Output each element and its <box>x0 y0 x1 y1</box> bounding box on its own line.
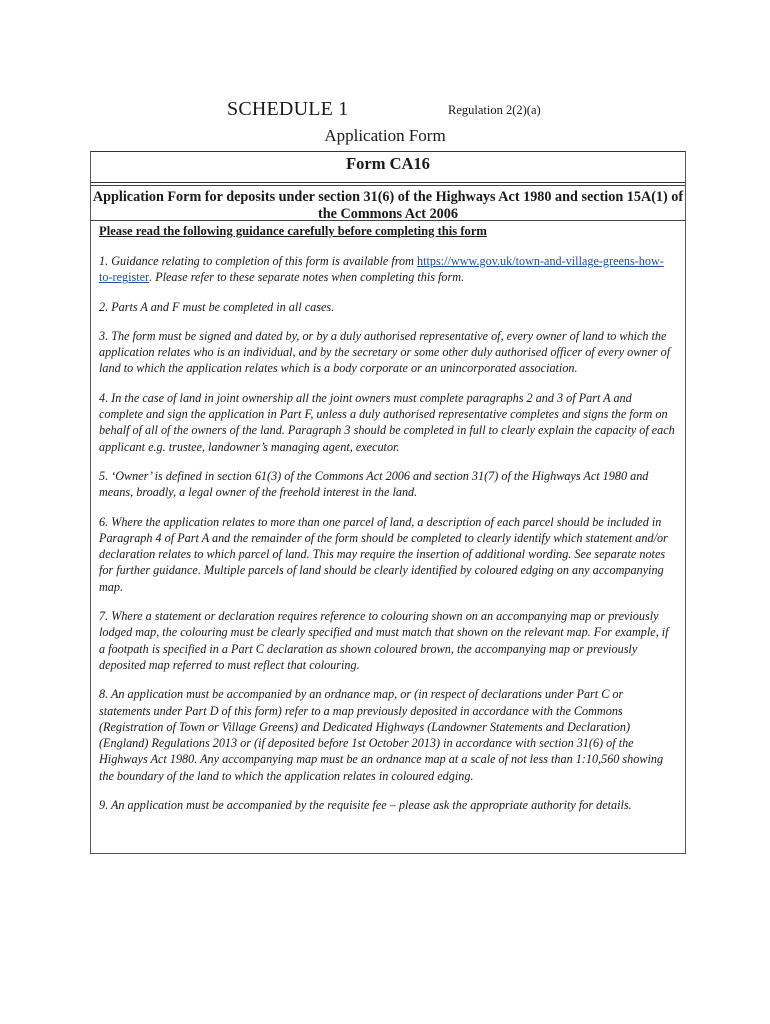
guidance-item-8: 8. An application must be accompanied by an ordnance map, or (in respect of declarations under Part C or statements under Part D of this form) refer to a map previously deposited in accordance with the Commons (Registration of Town or Village Greens) and Dedicated Highways (Landowner Statements and Declaration) (England) Regulations 2013 or (if deposited before 1st October 2013) in accordance with section 31(6) of the Highways Act 1980. Any accompanying map must be an ordnance map at a scale of not less than 1:10,560 showing the boundary of the land to which the application relates in coloured edging. <box>99 687 664 783</box>
schedule-header <box>0 98 770 124</box>
guidance-item-1 <box>99 253 677 286</box>
form-heading: Application Form for deposits under section 31(6) of the Highways Act 1980 and section 15A(1) of the Commons Act 2006 <box>91 185 685 221</box>
guidance-item-4: 4. In the case of land in joint ownership all the joint owners must complete paragraphs 2 and 3 of Part A and complete and sign the application in Part F, unless a duly authorised representative completes and signs the form on behalf of all of the owners of the land. Paragraph 3 should be completed in full to clearly explain the capacity of each applicant e.g. trustee, landowner’s managing agent, executor. <box>99 390 675 454</box>
guidance-item-7: 7. Where a statement or declaration requires reference to colouring shown on an accompanying map or previously lodged map, the colouring must be clearly specified and must match that shown on the relevant map. For example, if a footpath is specified in a Part C declaration as shown coloured brown, the accompanying map or previously deposited map referred to must reflect that colouring. <box>99 609 669 672</box>
form-code: Form CA16 <box>91 152 685 183</box>
guidance-item-1-tail: . Please refer to these separate notes when completing this form. <box>149 270 465 285</box>
read-guidance-instruction: Please read the following guidance carefully before completing this form <box>99 224 487 238</box>
guidance-item-3: 3. The form must be signed and dated by, or by a duly authorised representative of, every owner of land to which the application relates who is an individual, and by the secretary or some other duly authorised officer of every owner of land to which the application relates which is a body corporate or an unincorporated association. <box>99 328 671 376</box>
regulation-reference: Regulation 2(2)(a) <box>448 103 541 117</box>
schedule-title: SCHEDULE 1 <box>227 98 349 120</box>
form-box <box>90 151 686 854</box>
guidance-link[interactable]: https://www.gov.uk/town-and-village-greens-how-to-register <box>99 254 664 285</box>
guidance-item-2: 2. Parts A and F must be completed in all cases. <box>99 299 335 314</box>
guidance-item-1-text: 1. Guidance relating to completion of this form is available from <box>99 254 417 268</box>
guidance-item-5: 5. ‘Owner’ is defined in section 61(3) of the Commons Act 2006 and section 31(7) of the Highways Act 1980 and means, broadly, a legal owner of the freehold interest in the land. <box>99 468 649 500</box>
guidance-item-6: 6. Where the application relates to more than one parcel of land, a description of each parcel should be included in Paragraph 4 of Part A and the remainder of the form should be completed to clearly identify which statement and/or declaration relates to which parcel of land. This may require the insertion of additional wording. See separate notes for further guidance. Multiple parcels of land should be clearly identified by coloured edging on any accompanying map. <box>99 514 668 594</box>
guidance-item-9: 9. An application must be accompanied by the requisite fee – please ask the appropriate authority for details. <box>99 798 632 813</box>
guidance-section <box>91 222 685 813</box>
application-form-title: Application Form <box>324 126 446 145</box>
